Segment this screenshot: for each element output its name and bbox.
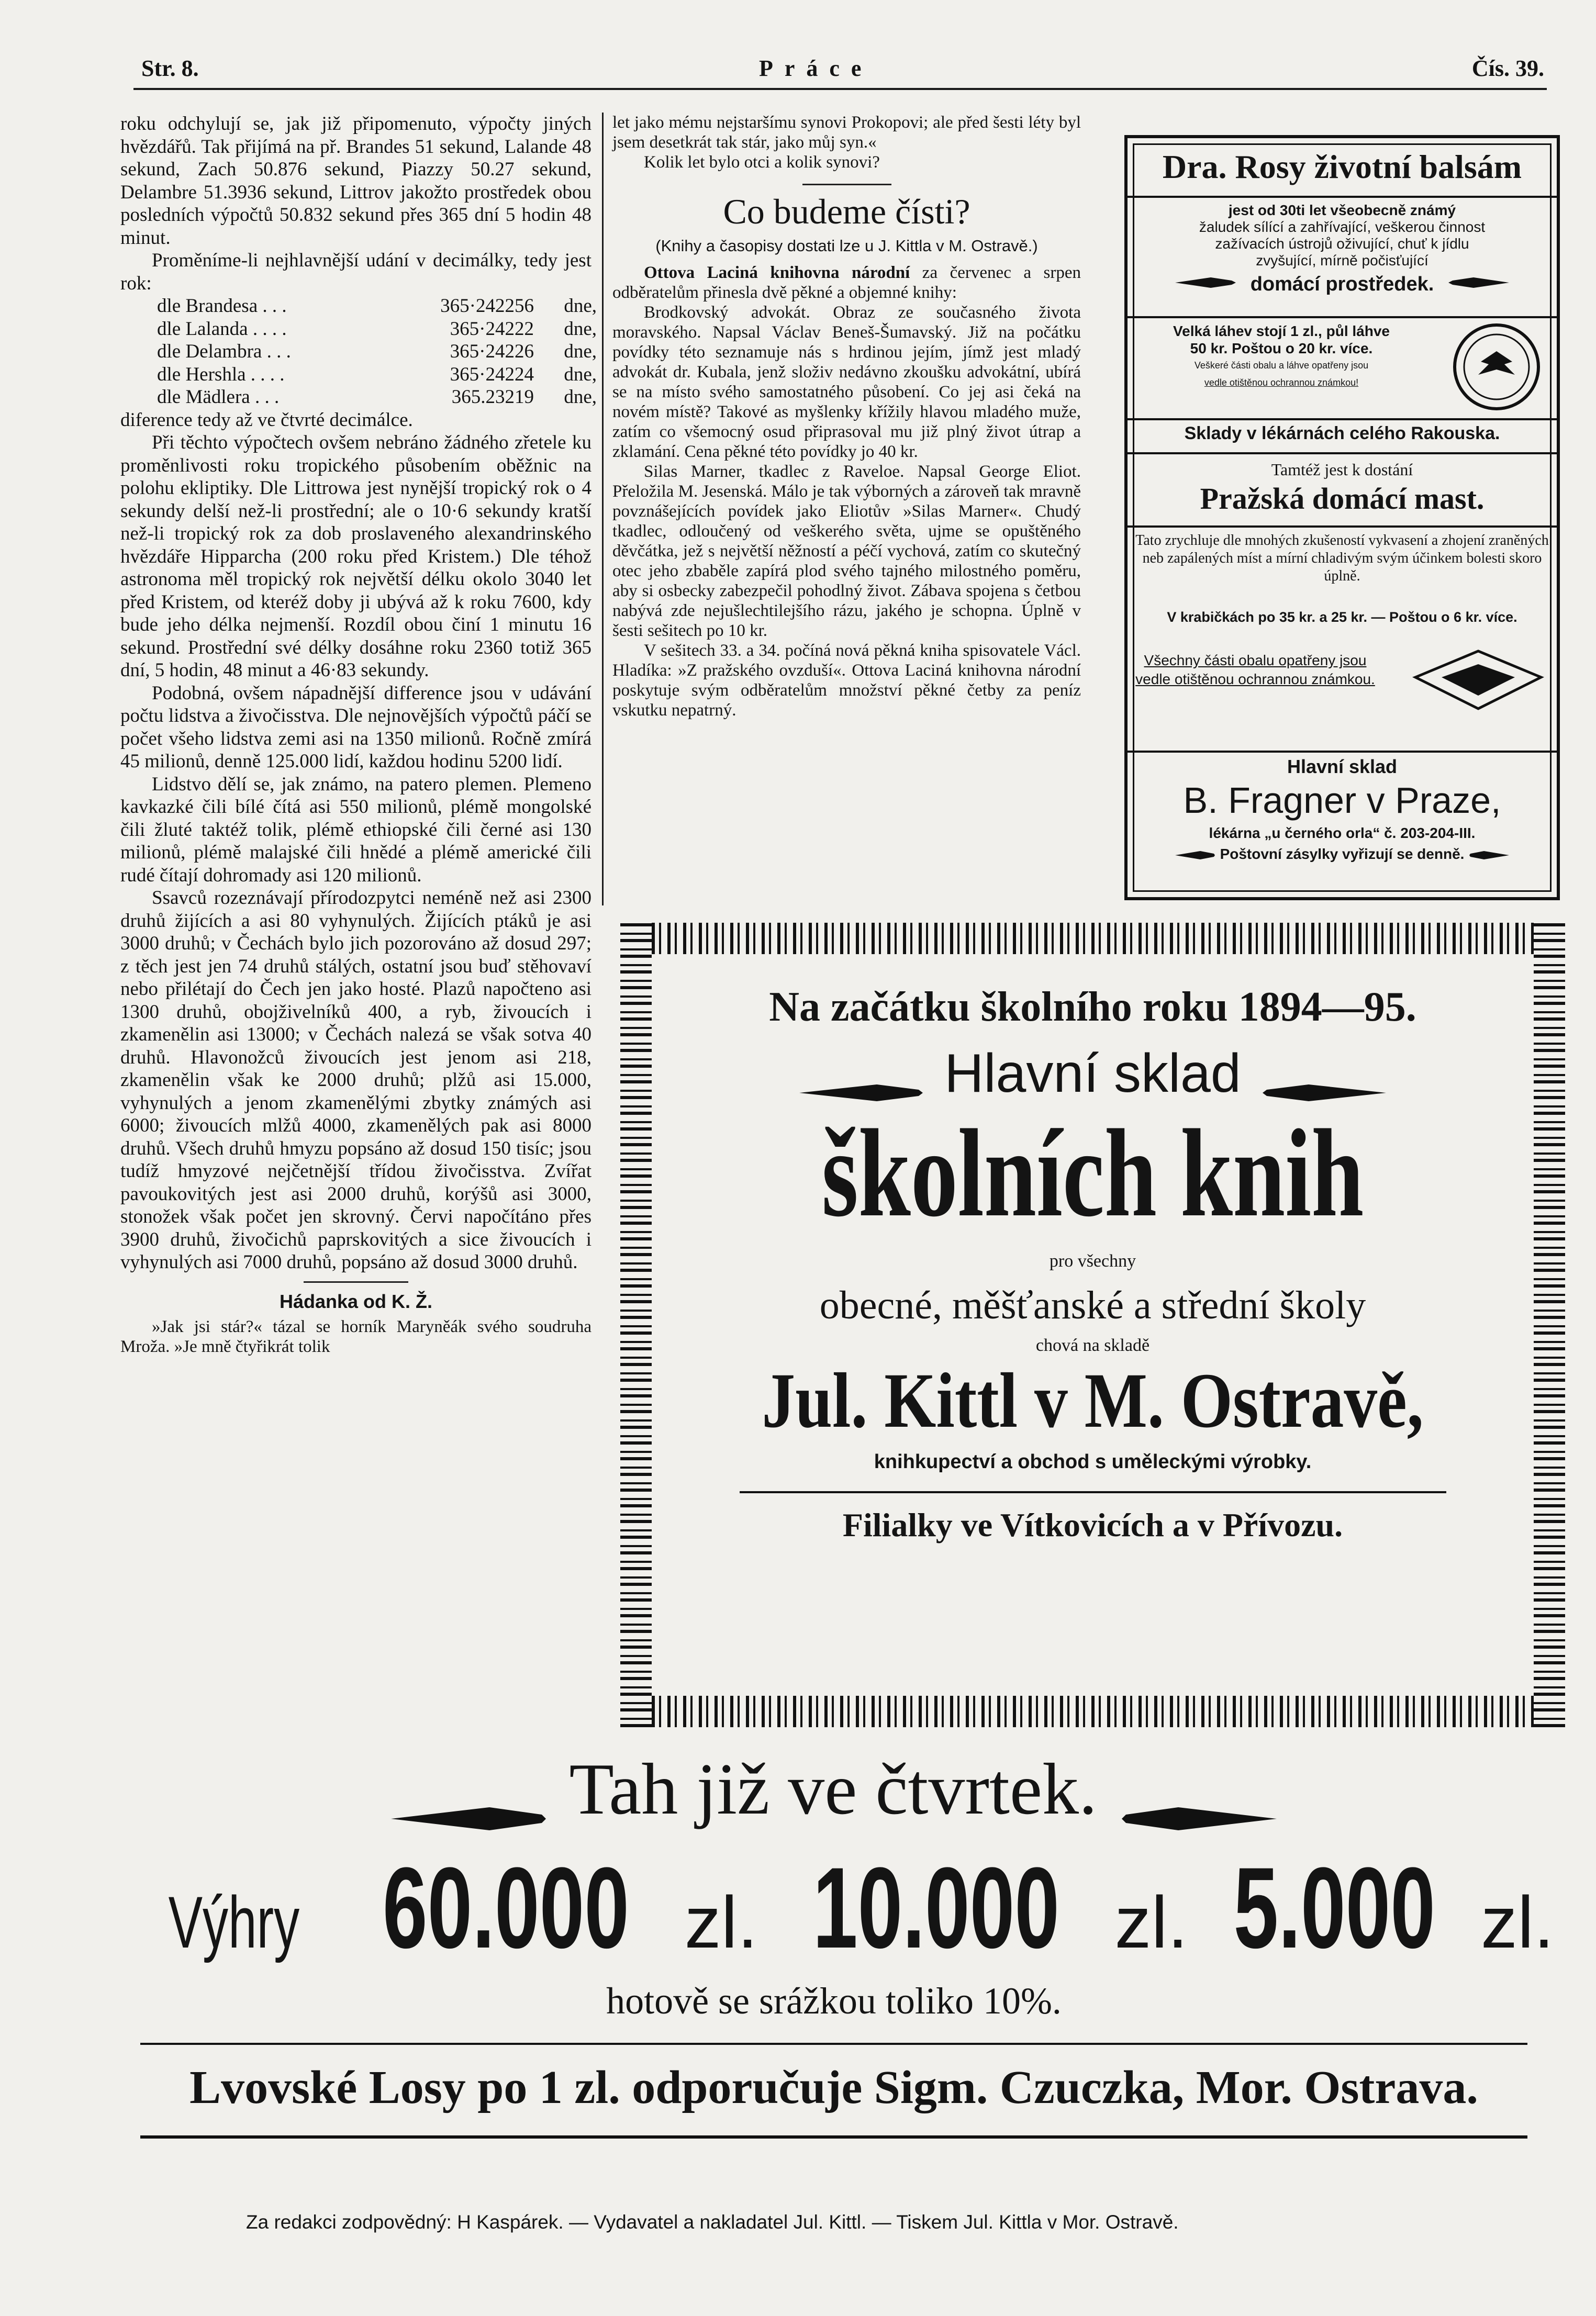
article-text: Brodkovský advokát. Obraz ze současného života moravského. Napsal Václav Beneš-Šumavský. Již na počátku povídky této seznamuje nás s hrdinou jejím, jímž jest mladý advokát dr. Kubala, jenž složiv nedávno zkoušku advokátní, ubírá se na místo svého samostatného působení. Co jej asi čeká na novém místě? Takové as myšlenky křížily hlavou mladého muže, zatím co všemocný osud připrasoval mu již plný život útrap a zklamání. Cena pěkné této povídky jo 40 kr. bbox=[612, 303, 1081, 461]
column-rule bbox=[602, 113, 604, 905]
divider bbox=[740, 1491, 1446, 1493]
in-stock-label: chová na skladě bbox=[1035, 1336, 1150, 1355]
pointing-hand-icon bbox=[1256, 1059, 1392, 1096]
pointing-hand-icon bbox=[1468, 847, 1510, 863]
article-text: Podobná, ovšem nápadnější difference jsou v udávání počtu lidstva a živočisstva. Dle nejnovějších výpočtů páčí se počet všeho lidstva zemi asi na 1350 milionů. Ročně zmírá 45 milionů, denně 125.000 lidí, každou hodinu 5200 lidí. bbox=[120, 682, 591, 772]
kittl-name: Jul. Kittl v M. Ostravě, bbox=[762, 1357, 1424, 1444]
trademark-seal bbox=[1452, 322, 1541, 411]
ad-stores: Sklady v lékárnách celého Rakouska. bbox=[1184, 423, 1500, 443]
branches: Filialky ve Vítkovicích a v Přívozu. bbox=[842, 1506, 1343, 1543]
page-number: Str. 8. bbox=[141, 55, 199, 81]
also-available: Tamtéž jest k dostání bbox=[1271, 460, 1413, 479]
section-subtitle: (Knihy a časopisy dostati lze u J. Kittla v M. Ostravě.) bbox=[655, 237, 1038, 255]
for-all-label: pro všechny bbox=[1049, 1251, 1136, 1271]
divider bbox=[802, 184, 891, 185]
ornamental-border bbox=[620, 923, 652, 1727]
lottery-advertisement bbox=[140, 1747, 1554, 2197]
lottery-vendor: Lvovské Losy po 1 zl. odporučuje Sigm. Czuczka, Mor. Ostrava. bbox=[189, 2062, 1478, 2113]
year-table bbox=[157, 295, 597, 409]
balsam-advertisement bbox=[1124, 135, 1560, 900]
newspaper-title: Práce bbox=[759, 55, 873, 81]
riddle-text: »Jak jsi stár?« tázal se horník Maryněák svého soudruha Mroža. »Je mně čtyřikrát tolik bbox=[120, 1317, 591, 1356]
page-header bbox=[141, 55, 1544, 92]
prize-amounts: Výhry 60.000 zl. 10.000 zl. 5.000 zl. bbox=[168, 1843, 1554, 1972]
ornamental-border bbox=[1534, 923, 1565, 1727]
price-info: Velká láhev stojí 1 zl., půl láhve 50 kr. Poštou o 20 kr. více. Veškeré části obalu a láhve opatřeny jsou vedle otištěnou ochrannou známkou! bbox=[1173, 323, 1390, 388]
school-books-title: školních knih bbox=[821, 1103, 1364, 1243]
divider bbox=[304, 1281, 408, 1283]
table-row: dle Mädlera . . . 365.23219 dne, bbox=[157, 386, 597, 408]
fragner-name: B. Fragner v Praze, bbox=[1183, 780, 1501, 821]
section-title: Co budeme čísti? bbox=[723, 192, 970, 231]
ornamental-border bbox=[620, 923, 1565, 954]
ointment-title: Pražská domácí mast. bbox=[1200, 482, 1485, 516]
draw-headline: Tah již ve čtvrtek. bbox=[140, 1747, 1527, 1831]
table-row: dle Delambra . . . 365·24226 dne, bbox=[157, 341, 597, 362]
shop-description: knihkupectví a obchod s uměleckými výrobky. bbox=[874, 1451, 1312, 1473]
ad-title: Dra. Rosy životní balsám bbox=[1162, 148, 1522, 185]
column-1 bbox=[120, 113, 597, 1357]
article-text: Ssavců rozeznávají přírodozpytci neméně než asi 2300 druhů žijících a asi 80 vyhynulých. Žijících ptáků je asi 3000 druhů; v Čechách bylo jich pozorováno až dosud 297; z těch jest jen 74 druhů stálých, ostatní jsou buď stěhovaví nebo přilétají do Čech jen jako hosté. Plazů napočteno asi 1300 druhů, obojživelníků 400, a ryb, živoucích i zkamenělin asi 13000; v Čechách nalezá se však sotva 40 druhů. Hlavonožců živoucích jest jenom asi 218, zkamenělin však ke 2000 druhů; plžů asi 15.000, vyhynulých a jenom zkamenělými zbytky známých asi 6000; živoucích mlžů 4000, zkamenělých pak asi 8000 druhů. Všech druhů hmyzu popsáno až dosud 150 tisíc; jsou tudíž hmyzové nejčetnější třídou živočisstva. Zvířat pavoukovitých jest asi 2000 druhů, korýšů asi 3000, stonožek však počet jen skrovný. Červi napočítáno přes 3900 druhů, živočichů paprskovitých a sice živoucích i vyhynulých asi 7000 druhů, popsáno až dosud 3000 druhů. bbox=[120, 887, 591, 1273]
article-text: roku odchylují se, jak již připomenuto, výpočty jiných hvězdářů. Tak přijímá na př. Brandes 51 sekund, Lalande 48 sekund, Zach 50.876 sekund, Piazzy 50.27 sekund, Delambre 51.3936 sekund, Littrov jakožto prostředek obou posledních výpočtů 50.832 sekund přes 365 dní 5 hodin 48 minut. bbox=[120, 113, 591, 249]
pointing-hand-icon bbox=[1439, 272, 1518, 298]
article-text: Proměníme-li nejhlavnější udání v decimálky, tedy jest rok: bbox=[120, 250, 591, 294]
table-row: dle Lalanda . . . . 365·24222 dne, bbox=[157, 318, 597, 340]
school-books-advertisement bbox=[620, 923, 1565, 1727]
article-text: diference tedy až ve čtvrté decimálce. bbox=[120, 409, 413, 431]
school-year-headline: Na začátku školního roku 1894—95. bbox=[769, 984, 1416, 1030]
main-warehouse-label: Hlavní sklad bbox=[1287, 756, 1398, 777]
article-text: Lidstvo dělí se, jak známo, na patero plemen. Plemeno kavkazké čili bílé čítá asi 550 milionů, plémě mongolské čili žluté taktéž tolik, plémě ethiopské čili černé asi 130 milionů, plémě malajské čili hnědé a plémě americké čili rudé čítají dohromady asi 120 milionů. bbox=[120, 773, 591, 886]
ornamental-border bbox=[620, 1696, 1565, 1727]
pointing-hand-icon bbox=[1174, 847, 1216, 863]
divider bbox=[140, 2135, 1527, 2139]
library-name: Ottova Laciná knihovna národní bbox=[644, 263, 910, 282]
article-text: za červenec a srpen odběratelům přinesla dvě pěkné a objemné knihy: bbox=[612, 263, 1081, 302]
ointment-note: Všechny části obalu opatřeny jsou vedle otištěnou ochrannou známkou. bbox=[1135, 652, 1375, 687]
riddle-title: Hádanka od K. Ž. bbox=[279, 1290, 433, 1312]
article-text: V sešitech 33. a 34. počíná nová pěkná kniha spisovatele Václ. Hladíka: »Z pražského ovzduší«. Ottova Laciná knihovna národní poskytuje svým odběratelům množství pěkné četby za peníz vskutku nepatrný. bbox=[612, 641, 1081, 720]
pointing-hand-icon bbox=[1115, 1773, 1283, 1820]
issue-number: Čís. 39. bbox=[1471, 55, 1544, 81]
article-text: Při těchto výpočtech ovšem nebráno žádného zřetele ku proměnlivosti roku tropického působením oběžnic na polohu ekliptiky. Dle Littrowa jest nynější tropický rok o 4 sekundy delší než-li prostřední; ale o 10·6 sekundy kratší než-li tropický rok za dob proslaveného alexandrinského hvězdáře Hipparcha (200 roku před Kristem.) Dle téhož astronoma měl tropický rok největší délku okolo 3040 let před Kristem, od kteréž doby ji ubývá až k roku 7600, kdy bude jeho délka nejmenší. Rozdíl obou činí 1 minutu 16 sekund. Prostřední své délky dosáhne roku 2360 totiž 365 dní, 5 hodin, 48 minut a 46·83 sekundy. bbox=[120, 432, 591, 681]
divider bbox=[140, 2043, 1527, 2045]
riddle-continuation: let jako mému nejstaršímu synovi Prokopovi; ale před šesti léty byl jsem desetkrát tak stár, jako můj syn.« bbox=[612, 113, 1081, 152]
pointing-hand-icon bbox=[1166, 272, 1245, 298]
table-row: dle Brandesa . . . 365·242256 dne, bbox=[157, 295, 597, 317]
ointment-description: Tato zrychluje dle mnohých zkušeností vykvasení a zhojení zraněných neb zapálených míst a mírní chladivým svým účinkem bolesti skoro úplně. bbox=[1135, 532, 1549, 584]
pharmacy-address: lékárna „u černého orla“ č. 203-204-III. bbox=[1209, 825, 1476, 841]
imprint-footer: Za redakci zodpovědný: H Kaspárek. — Vydavatel a nakladatel Jul. Kittl. — Tiskem Jul. Kittla v Mor. Ostravě. bbox=[246, 2211, 1179, 2233]
ointment-price: V krabičkách po 35 kr. a 25 kr. — Poštou o 6 kr. více. bbox=[1167, 609, 1517, 625]
article-text: Silas Marner, tkadlec z Raveloe. Napsal George Eliot. Přeložila M. Jesenská. Málo je tak výborných a zároveň tak mravně povznášejících povídek jako Eliotův »Silas Marner«. Chudý tkadlec, odloučený od veškerého světa, ujme se opuštěného děvčátka, jež s největší něžností a péčí vychová, zatím co skutečný otec jeho zbaběle zapírá plod svého tajného milostného poměru, aby si osbecky zabezpečil pohodlný život. Zábava spojena s četbou nabývá zde nejušlechtilejšího rázu, jakého je schopna. Úplně v šesti sešitech po 10 kr. bbox=[612, 462, 1081, 640]
main-warehouse-heading: Hlavní sklad bbox=[657, 1043, 1528, 1105]
riddle-question: Kolik let bylo otci a kolik synovi? bbox=[644, 153, 880, 172]
eagle-trademark-icon bbox=[1410, 646, 1546, 714]
school-types: obecné, měšťanské a střední školy bbox=[819, 1283, 1366, 1327]
discount-note: hotově se srážkou toliko 10%. bbox=[606, 1980, 1062, 2022]
table-row: dle Hershla . . . . 365·24224 dne, bbox=[157, 363, 597, 385]
ad-description: jest od 30ti let všeobecně známý žaludek sílící a zahřívající, veškerou činnost zažívacích ústrojů oživující, chuť k jídlu zvyšující, mírně počisťující domácí prostředek. bbox=[1135, 202, 1549, 298]
pointing-hand-icon bbox=[385, 1773, 552, 1820]
header-rule bbox=[133, 88, 1547, 90]
column-2 bbox=[612, 113, 1081, 720]
postal-note: Poštovní zásylky vyřizují se denně. bbox=[1135, 846, 1549, 863]
pointing-hand-icon bbox=[793, 1059, 929, 1096]
